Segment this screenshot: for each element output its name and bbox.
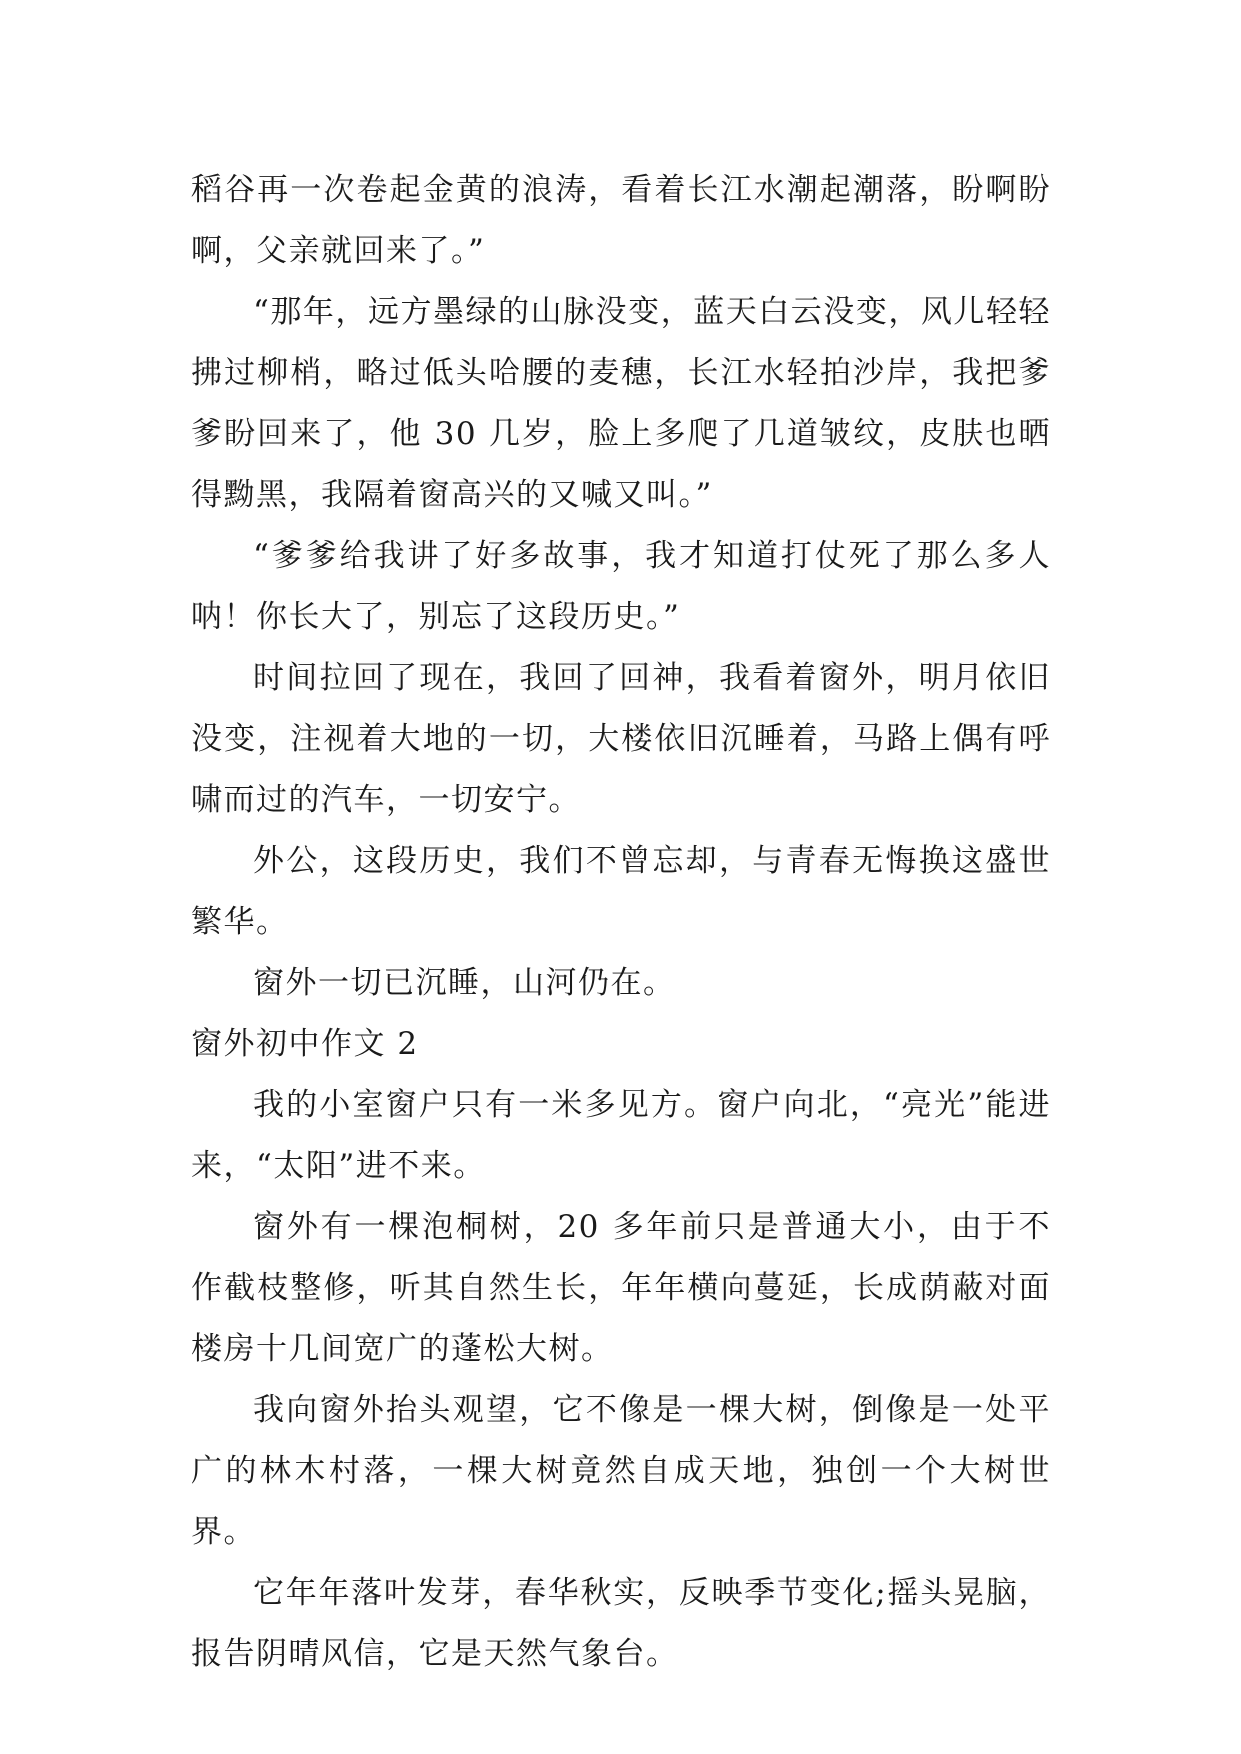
paragraph: 时间拉回了现在，我回了回神，我看着窗外，明月依旧没变，注视着大地的一切，大楼依旧沉睡着，马路上偶有呼啸而过的汽车，一切安宁。	[191, 660, 1051, 818]
section-heading: 窗外初中作文 2	[191, 1026, 419, 1062]
paragraph: 外公，这段历史，我们不曾忘却，与青春无悔换这盛世繁华。	[191, 843, 1051, 940]
paragraph: 窗外有一棵泡桐树，20 多年前只是普通大小，由于不作截枝整修，听其自然生长，年年横向蔓延，长成荫蔽对面楼房十几间宽广的蓬松大树。	[191, 1209, 1051, 1367]
paragraph: 稻谷再一次卷起金黄的浪涛，看着长江水潮起潮落，盼啊盼啊，父亲就回来了。”	[191, 172, 1051, 269]
paragraph: 我向窗外抬头观望，它不像是一棵大树，倒像是一处平广的林木村落，一棵大树竟然自成天地，独创一个大树世界。	[191, 1392, 1051, 1550]
paragraph: 它年年落叶发芽，春华秋实，反映季节变化;摇头晃脑，报告阴晴风信，它是天然气象台。	[191, 1575, 1051, 1672]
paragraph: 我的小室窗户只有一米多见方。窗户向北，“亮光”能进来，“太阳”进不来。	[191, 1087, 1051, 1184]
paragraph: “爹爹给我讲了好多故事，我才知道打仗死了那么多人呐！你长大了，别忘了这段历史。”	[191, 538, 1051, 635]
paragraph: 窗外一切已沉睡，山河仍在。	[253, 965, 676, 1001]
paragraph: “那年，远方墨绿的山脉没变，蓝天白云没变，风儿轻轻拂过柳梢，略过低头哈腰的麦穗，长江水轻拍沙岸，我把爹爹盼回来了，他 30 几岁，脸上多爬了几道皱纹，皮肤也晒得黝黑，我隔着窗高兴的又喊又叫。”	[191, 294, 1051, 513]
article-body	[191, 160, 1051, 1685]
